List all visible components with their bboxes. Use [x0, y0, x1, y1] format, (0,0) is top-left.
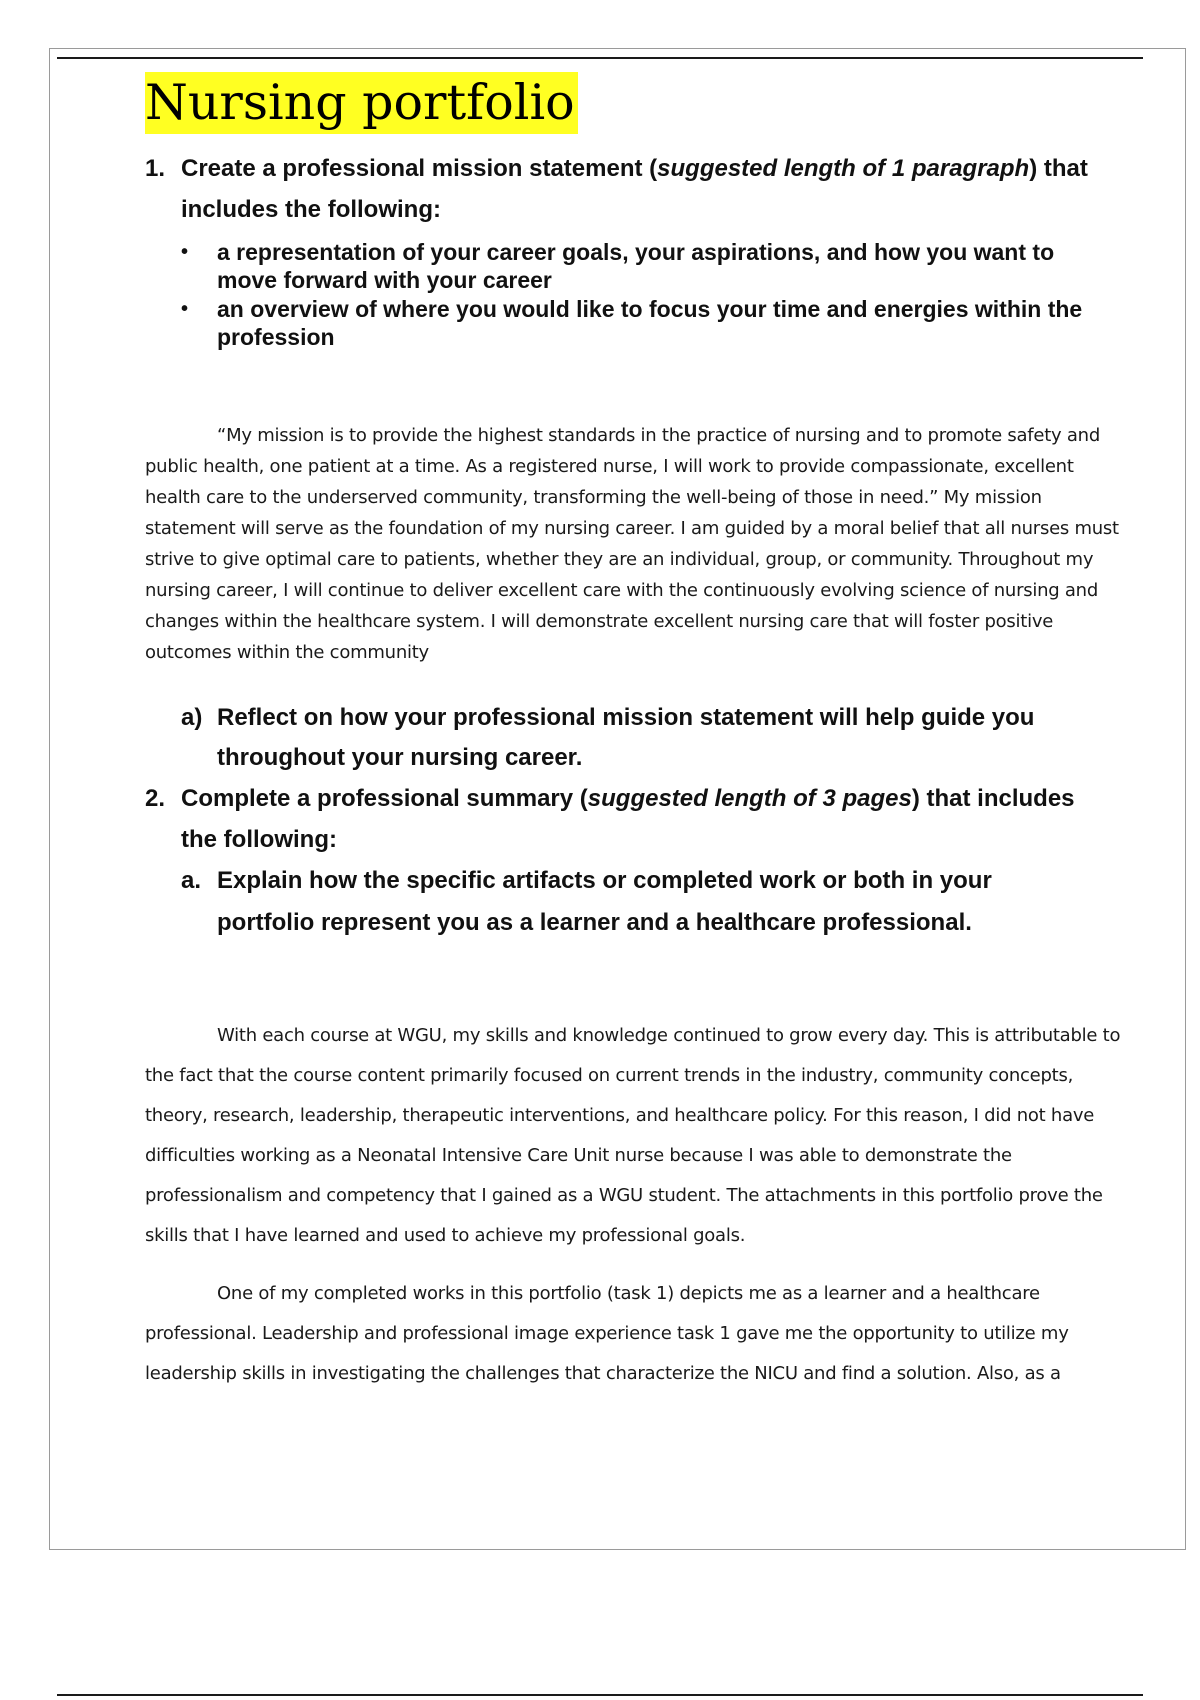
bullet-text: an overview of where you would like to focus your time and energies within the profession — [217, 296, 1083, 350]
summary-paragraph: One of my completed works in this portfolio (task 1) depicts me as a learner and a healthcare professional. Leadership and professional image experience task 1 gave me the opportunity to utilize my leadership skills in investigating the challenges that characterize the NICU and find a solution. Also, as a — [145, 1283, 1069, 1384]
bullet-icon: • — [181, 241, 189, 263]
bullet-item — [181, 238, 1095, 294]
question-1a-text: Reflect on how your professional mission statement will help guide you throughout your nursing career. — [217, 704, 1035, 771]
bullet-text: a representation of your career goals, your aspirations, and how you want to move forward with your career — [217, 239, 1055, 293]
question-2 — [145, 778, 1095, 860]
question-2-text-before: Complete a professional summary ( — [181, 785, 588, 812]
question-2-text-after: ) that includes the following: — [181, 785, 1075, 853]
bottom-rule — [57, 1694, 1143, 1696]
question-2a-number: a. — [181, 867, 202, 894]
document-body — [145, 72, 1121, 1394]
question-1-text-after: ) that includes the following: — [181, 155, 1088, 223]
bullet-item — [181, 295, 1095, 351]
question-1a — [145, 698, 1115, 778]
question-1-number: 1. — [145, 155, 166, 182]
question-1-bullet-list — [181, 238, 1095, 351]
question-1 — [145, 148, 1095, 230]
summary-paragraph: With each course at WGU, my skills and knowledge continued to grow every day. This is attributable to the fact that the course content primarily focused on current trends in the industry, community concepts, theory, research, leadership, therapeutic interventions, and healthcare policy. For this reason, I did not have difficulties working as a Neonatal Intensive Care Unit nurse because I was able to demonstrate the professionalism and competency that I gained as a WGU student. The attachments in this portfolio prove the skills that I have learned and used to achieve my professional goals. — [145, 1025, 1121, 1246]
bullet-icon: • — [181, 298, 189, 320]
question-1-text-italic: suggested length of 1 paragraph — [657, 155, 1030, 182]
question-2-number: 2. — [145, 785, 166, 812]
mission-statement-paragraph: “My mission is to provide the highest standards in the practice of nursing and to promote safety and public health, one patient at a time. As a registered nurse, I will work to provide compassionate, excellent health care to the underserved community, transforming the well-being of those in need.” My mission statement will serve as the foundation of my nursing career. I am guided by a moral belief that all nurses must strive to give optimal care to patients, whether they are an individual, group, or community. Throughout my nursing career, I will continue to deliver excellent care with the continuously evolving science of nursing and changes within the healthcare system. I will demonstrate excellent nursing care that will foster positive outcomes within the community — [145, 425, 1119, 663]
question-2-text-italic: suggested length of 3 pages — [587, 785, 912, 812]
document-title: Nursing portfolio — [145, 72, 578, 134]
question-1a-number: a) — [181, 704, 203, 731]
question-2a — [145, 860, 1095, 944]
question-2a-text: Explain how the specific artifacts or completed work or both in your portfolio represent you as a learner and a healthcare professional. — [217, 867, 992, 936]
question-1-text-before: Create a professional mission statement ( — [181, 155, 658, 182]
